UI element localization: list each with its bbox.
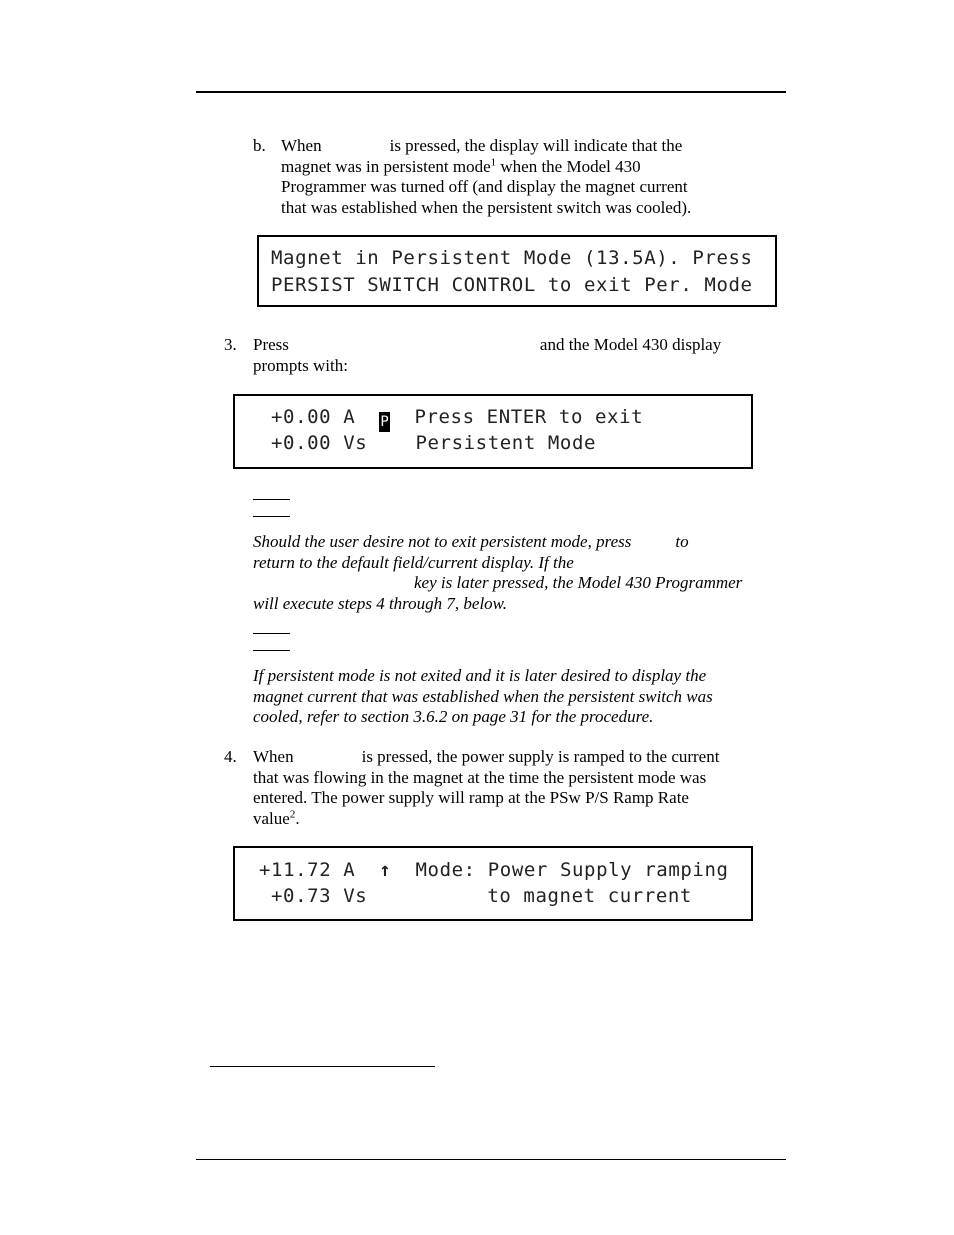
note-2-text [253,666,788,728]
persistent-indicator-icon: P [380,414,390,430]
footnote-ref-1: 1 [490,155,497,168]
note-rule-top [253,633,290,634]
note-1-line1: Should the user desire not to exit persistent mode, press [253,532,632,551]
footer-rule [196,1159,786,1160]
lcd-display-exit-prompt [233,394,753,469]
header-rule [196,91,786,93]
footnote-separator [210,1066,435,1067]
step-4-line2: that was flowing in the magnet at the time the persistent mode was [253,767,707,787]
note-2-line1: If persistent mode is not exited and it is later desired to display the [253,666,707,685]
step-3-marker: 3. [224,335,237,354]
note-1-line1-end: to [675,532,689,551]
step-3-line1-pre: Press [253,335,289,354]
step-4-line1-post: is pressed, the power supply is ramped to the current [361,747,720,766]
note-rule-top [253,499,290,500]
step-4-line4-pre: value [253,808,290,828]
lcd-line-2: +0.00 Vs Persistent Mode [271,432,597,454]
lcd-line-2 [271,883,692,909]
note-2-line3: cooled, refer to section 3.6.2 on page 31 for the procedure. [253,707,654,726]
note-rule-bottom [253,650,290,651]
step-3-text [253,335,773,376]
step-3-line1-post: and the Model 430 display [539,335,722,354]
step-b-line3: Programmer was turned off (and display the magnet current [281,177,688,196]
lcd-display-persistent [257,235,777,307]
step-4-line3: entered. The power supply will ramp at the PSw P/S Ramp Rate [253,788,689,807]
lcd-current-readout: +0.00 A [271,406,356,428]
footnote-ref-2: 2 [289,807,296,820]
lcd-line-1 [259,857,729,883]
step-b-line1-post: is pressed, the display will indicate that the [389,136,683,155]
lcd-prompt-text: Press ENTER to exit [414,406,644,428]
step-b-line4: that was established when the persistent switch was cooled). [281,197,692,217]
step-4-text [253,747,788,829]
note-1-line4: will execute steps 4 through 7, below. [253,593,508,613]
lcd-current-readout: +11.72 A [259,859,356,881]
lcd-line-1 [271,404,643,432]
note-1-line3: key is later pressed, the Model 430 Programmer [414,573,743,592]
note-rule-bottom [253,516,290,517]
step-3-line2: prompts with: [253,355,348,375]
lcd-mode-text-2: to magnet current [487,885,692,907]
step-b-marker: b. [253,136,266,155]
note-2-line2: magnet current that was established when the persistent switch was [253,686,713,706]
step-4-line4-post: . [295,808,300,828]
step-b-text [281,136,781,218]
step-4-line1-pre: When [253,747,294,766]
step-b-line2-post: when the Model 430 [496,156,641,176]
lcd-line-1: Magnet in Persistent Mode (13.5A). Press [271,247,753,269]
lcd-line-2: PERSIST SWITCH CONTROL to exit Per. Mode [271,274,753,296]
note-1-text [253,532,788,614]
step-4-marker: 4. [224,747,237,766]
step-b-line1-pre: When [281,136,322,155]
lcd-voltage-readout: +0.73 Vs [271,885,368,907]
lcd-display-ramping [233,846,753,921]
lcd-mode-text: Mode: Power Supply ramping [415,859,729,881]
note-1-line2: return to the default field/current display. If the [253,552,574,572]
ramping-up-arrow-icon: ↑ [379,859,392,881]
step-b-line2-pre: magnet was in persistent mode [281,156,491,176]
